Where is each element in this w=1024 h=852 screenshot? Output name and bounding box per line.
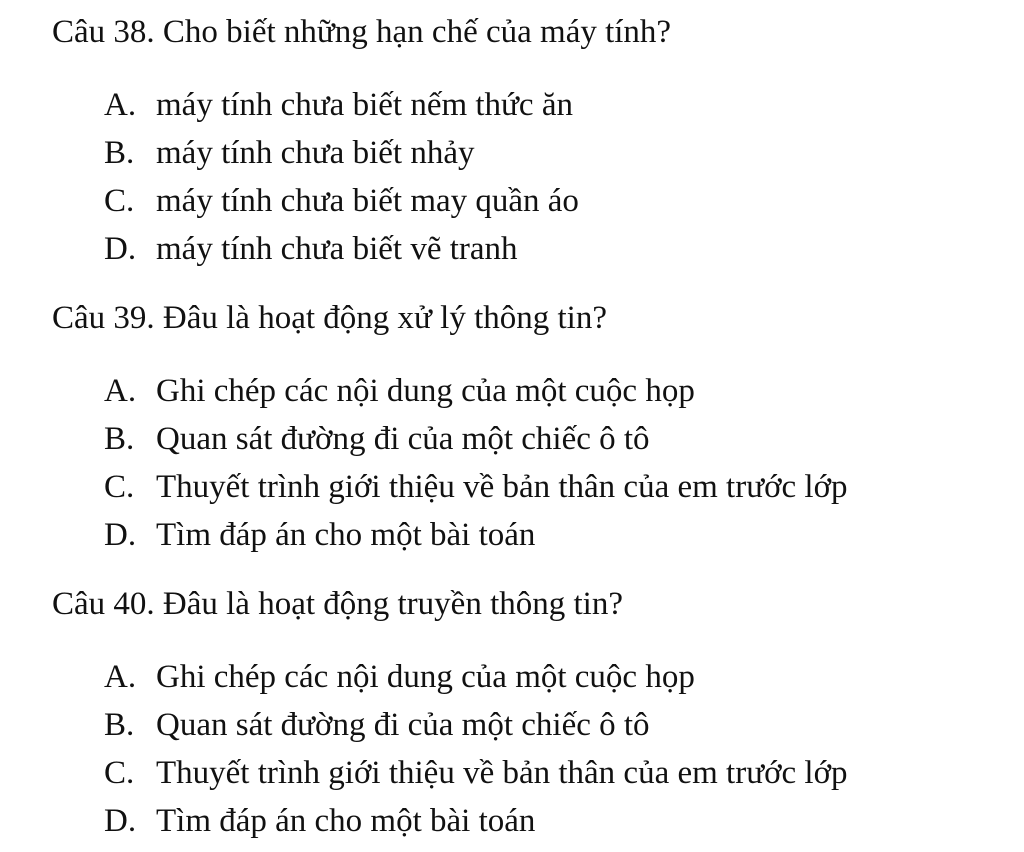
option-letter: D. <box>104 517 137 553</box>
option-text: máy tính chưa biết nếm thức ăn <box>156 87 573 123</box>
option-letter: C. <box>104 183 135 219</box>
option-text: Quan sát đường đi của một chiếc ô tô <box>156 421 650 457</box>
option-d <box>104 229 518 269</box>
option-letter: D. <box>104 803 137 839</box>
option-d <box>104 515 535 555</box>
option-text: Tìm đáp án cho một bài toán <box>156 517 536 553</box>
option-d <box>104 801 535 841</box>
option-text: máy tính chưa biết may quần áo <box>156 183 579 219</box>
option-letter: A. <box>104 659 137 695</box>
option-a <box>104 371 695 411</box>
option-b <box>104 133 474 173</box>
option-letter: B. <box>104 707 135 743</box>
option-letter: D. <box>104 231 137 267</box>
option-text: Quan sát đường đi của một chiếc ô tô <box>156 707 650 743</box>
question-title: Câu 40. Đâu là hoạt động truyền thông tin? <box>52 586 623 622</box>
option-text: Tìm đáp án cho một bài toán <box>156 803 536 839</box>
option-letter: C. <box>104 755 135 791</box>
option-text: Thuyết trình giới thiệu về bản thân của em trước lớp <box>156 755 848 791</box>
option-text: Thuyết trình giới thiệu về bản thân của em trước lớp <box>156 469 848 505</box>
option-c <box>104 467 848 507</box>
option-letter: A. <box>104 87 137 123</box>
option-text: Ghi chép các nội dung của một cuộc họp <box>156 373 695 409</box>
question-title: Câu 39. Đâu là hoạt động xử lý thông tin? <box>52 300 607 336</box>
option-text: máy tính chưa biết vẽ tranh <box>156 231 518 267</box>
option-a <box>104 657 695 697</box>
option-letter: A. <box>104 373 137 409</box>
option-c <box>104 753 848 793</box>
option-c <box>104 181 579 221</box>
option-letter: C. <box>104 469 135 505</box>
option-letter: B. <box>104 421 135 457</box>
option-b <box>104 419 650 459</box>
option-b <box>104 705 650 745</box>
option-letter: B. <box>104 135 135 171</box>
option-text: máy tính chưa biết nhảy <box>156 135 475 171</box>
option-a <box>104 85 573 125</box>
question-title: Câu 38. Cho biết những hạn chế của máy tính? <box>52 14 672 50</box>
option-text: Ghi chép các nội dung của một cuộc họp <box>156 659 695 695</box>
